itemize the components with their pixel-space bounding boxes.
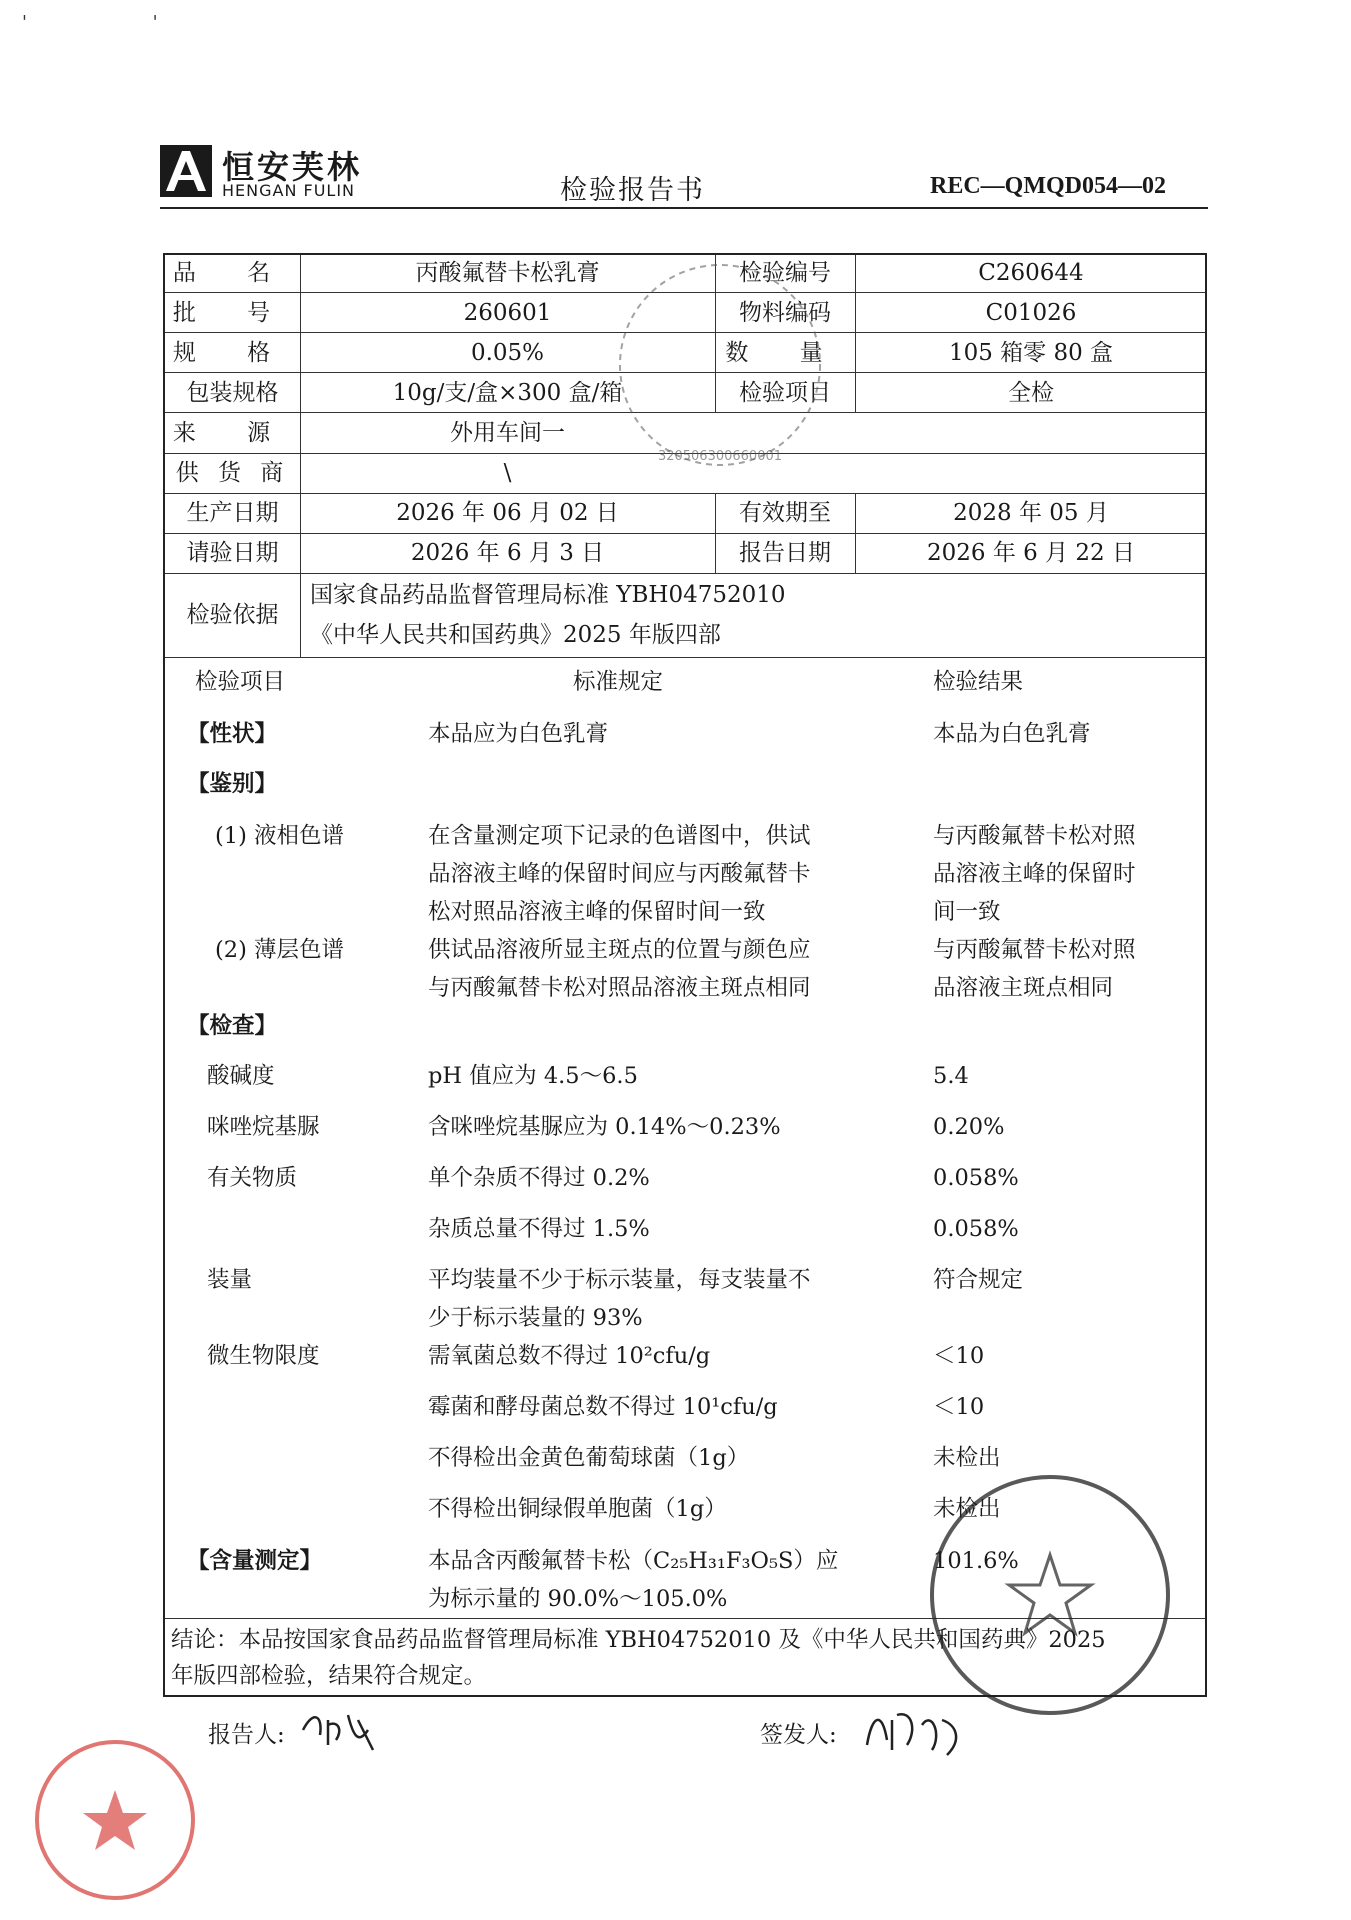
tlc-result-line: 与丙酸氟替卡松对照 [933, 937, 1136, 963]
label-items: 检验项目 [739, 380, 831, 406]
ph-standard: pH 值应为 4.5～6.5 [428, 1063, 638, 1089]
logo-text-en: HENGAN FULIN [222, 181, 356, 200]
micro-result-pseudomonas: 未检出 [933, 1496, 1001, 1522]
label-batch: 批 号 [172, 300, 293, 326]
imidazolidinyl-result: 0.20% [933, 1114, 1005, 1140]
micro-standard-pseudomonas: 不得检出铜绿假单胞菌（1g） [428, 1496, 727, 1522]
label-source: 来 源 [172, 420, 293, 446]
micro-standard-yeast: 霉菌和酵母菌总数不得过 10¹cfu/g [428, 1394, 778, 1420]
logo-text-cn: 恒安芙林 [222, 148, 363, 186]
basis-line-1: 国家食品药品监督管理局标准 YBH04752010 [310, 582, 786, 608]
tlc-result-line: 品溶液主斑点相同 [933, 975, 1114, 1001]
tlc-standard-line: 供试品溶液所显主斑点的位置与颜色应 [428, 937, 811, 963]
related-standard-single: 单个杂质不得过 0.2% [428, 1165, 650, 1191]
micro-result-staph: 未检出 [933, 1445, 1001, 1471]
inspection-no: C260644 [978, 260, 1084, 286]
label-product-name: 品 名 [172, 260, 293, 286]
col-header-standard: 标准规定 [573, 669, 664, 695]
fill-result: 符合规定 [933, 1267, 1024, 1293]
row-divider [165, 573, 1205, 574]
hplc-standard-line: 松对照品溶液主峰的保留时间一致 [428, 899, 766, 925]
basis-line-2: 《中华人民共和国药典》2025 年版四部 [310, 622, 721, 648]
section-assay: 【含量测定】 [187, 1548, 323, 1574]
material-code: C01026 [985, 300, 1077, 326]
micro-result-aerobic: ＜10 [933, 1343, 985, 1369]
label-basis: 检验依据 [186, 602, 279, 628]
appearance-result: 本品为白色乳膏 [933, 721, 1091, 747]
label-request-date: 请验日期 [186, 540, 279, 566]
external-stamp [30, 1735, 200, 1905]
hplc-result-line: 品溶液主峰的保留时 [933, 861, 1136, 887]
ph-item: 酸碱度 [207, 1063, 275, 1089]
inspection-stamp [605, 250, 835, 480]
imidazolidinyl-item: 咪唑烷基脲 [207, 1114, 320, 1140]
related-item: 有关物质 [207, 1165, 298, 1191]
ph-result: 5.4 [933, 1063, 969, 1089]
label-spec: 规 格 [172, 340, 293, 366]
section-appearance: 【性状】 [187, 721, 278, 747]
reporter-label: 报告人: [208, 1722, 285, 1748]
appearance-standard: 本品应为白色乳膏 [428, 721, 609, 747]
section-tests: 【检查】 [187, 1013, 278, 1039]
production-date: 2026 年 06 月 02 日 [396, 500, 619, 526]
label-quantity: 数 量 [725, 340, 845, 366]
request-date: 2026 年 6 月 3 日 [410, 540, 605, 566]
reporter-signature [298, 1700, 388, 1760]
hplc-standard-line: 在含量测定项下记录的色谱图中，供试 [428, 823, 811, 849]
spec: 0.05% [470, 340, 545, 366]
document-title: 检验报告书 [560, 175, 705, 206]
packing-spec: 10g/支/盒×300 盒/箱 [392, 380, 623, 406]
quality-dept-stamp [915, 1460, 1185, 1730]
related-result-total: 0.058% [933, 1216, 1019, 1242]
assay-standard-line: 为标示量的 90.0%～105.0% [428, 1586, 728, 1612]
conclusion-line-1: 结论：本品按国家食品药品监督管理局标准 YBH04752010 及《中华人民共和国药典》2025 [171, 1627, 1106, 1653]
related-result-single: 0.058% [933, 1165, 1019, 1191]
micro-standard-aerobic: 需氧菌总数不得过 10²cfu/g [428, 1343, 711, 1369]
supplier: \ [503, 460, 512, 486]
label-packing: 包装规格 [186, 380, 279, 406]
tlc-item: (2) 薄层色谱 [215, 937, 345, 963]
col-header-item: 检验项目 [195, 669, 286, 695]
imidazolidinyl-standard: 含咪唑烷基脲应为 0.14%～0.23% [428, 1114, 781, 1140]
report-date: 2026 年 6 月 22 日 [927, 540, 1135, 566]
company-logo [160, 145, 212, 197]
hplc-standard-line: 品溶液主峰的保留时间应与丙酸氟替卡 [428, 861, 811, 887]
label-production-date: 生产日期 [186, 500, 279, 526]
batch-no: 260601 [463, 300, 552, 326]
conclusion-line-2: 年版四部检验，结果符合规定。 [171, 1663, 487, 1689]
inspection-items: 全检 [1008, 380, 1054, 406]
source: 外用车间一 [450, 420, 565, 446]
fill-standard-line: 平均装量不少于标示装量，每支装量不 [428, 1267, 811, 1293]
header-divider [160, 207, 1208, 209]
document-code: REC—QMQD054—02 [930, 173, 1166, 199]
issuer-label: 签发人: [760, 1722, 837, 1748]
row-divider [165, 657, 1205, 658]
quantity: 105 箱零 80 盒 [948, 340, 1114, 366]
tlc-standard-line: 与丙酸氟替卡松对照品溶液主斑点相同 [428, 975, 811, 1001]
inspection-stamp-no: 320506300660001 [657, 449, 783, 464]
section-identification: 【鉴别】 [187, 771, 278, 797]
label-expiry: 有效期至 [739, 500, 831, 526]
scan-marks: ' ' [22, 12, 218, 33]
micro-result-yeast: ＜10 [933, 1394, 985, 1420]
col-header-result: 检验结果 [933, 669, 1024, 695]
hplc-result-line: 与丙酸氟替卡松对照 [933, 823, 1136, 849]
product-name: 丙酸氟替卡松乳膏 [415, 260, 600, 286]
fill-item: 装量 [207, 1267, 253, 1293]
label-report-date: 报告日期 [739, 540, 831, 566]
assay-standard-line: 本品含丙酸氟替卡松（C₂₅H₃₁F₃O₅S）应 [428, 1548, 839, 1574]
hplc-result-line: 间一致 [933, 899, 1001, 925]
fill-standard-line: 少于标示装量的 93% [428, 1305, 643, 1331]
label-material-code: 物料编码 [739, 300, 831, 326]
related-standard-total: 杂质总量不得过 1.5% [428, 1216, 650, 1242]
assay-result: 101.6% [933, 1548, 1019, 1574]
micro-standard-staph: 不得检出金黄色葡萄球菌（1g） [428, 1445, 750, 1471]
hplc-item: (1) 液相色谱 [215, 823, 345, 849]
label-supplier: 供 货 商 [175, 460, 290, 486]
micro-item: 微生物限度 [207, 1343, 320, 1369]
label-inspection-no: 检验编号 [739, 260, 831, 286]
expiry-date: 2028 年 05 月 [953, 500, 1109, 526]
